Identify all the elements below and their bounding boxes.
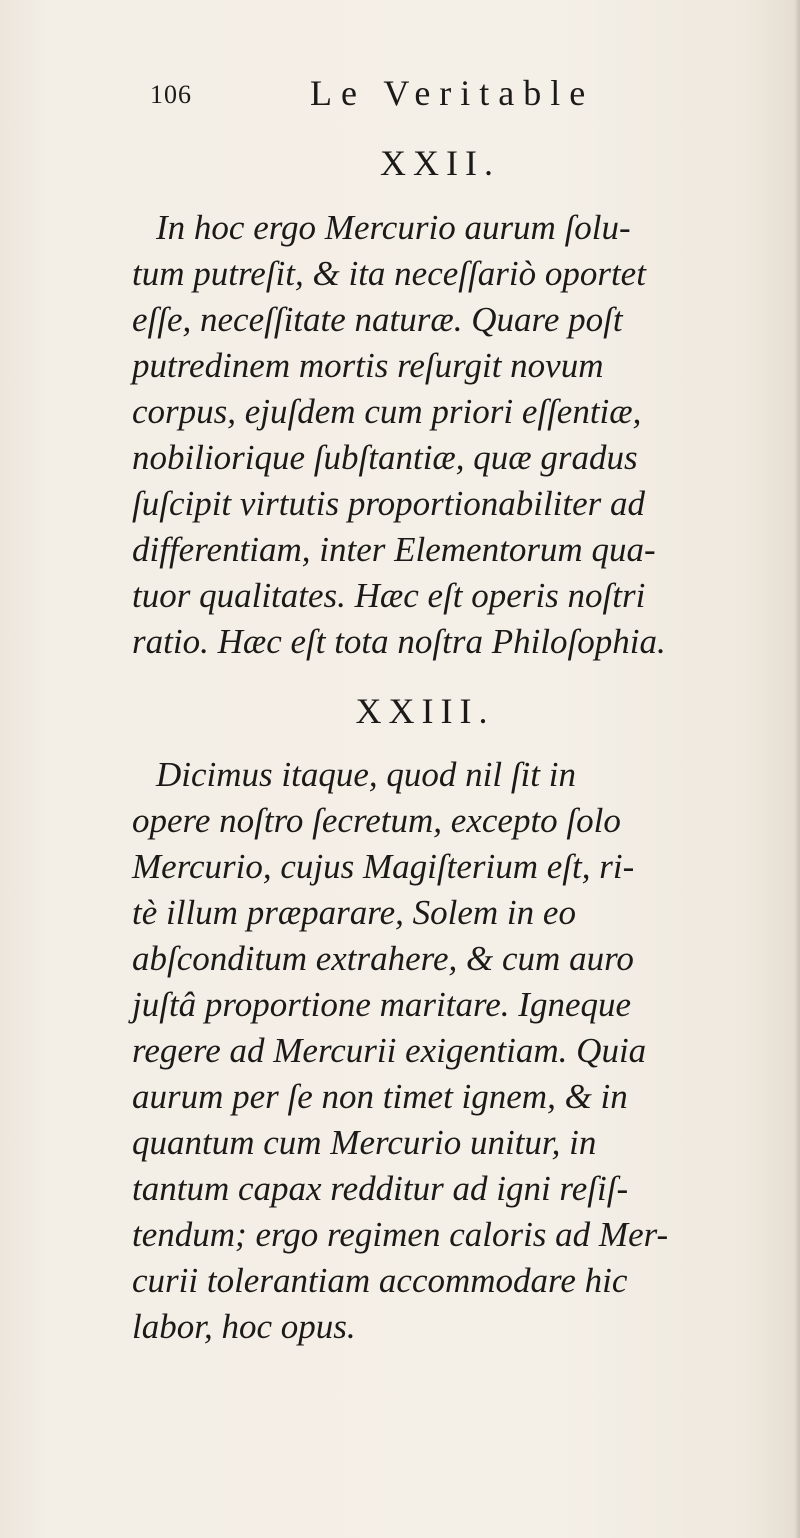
text-line: tum putreſit, & ita neceſſariò oportet <box>132 254 646 293</box>
text-line: In hoc ergo Mercurio aurum ſolu- <box>156 208 631 247</box>
text-line: quantum cum Mercurio unitur, in <box>132 1123 597 1162</box>
text-line: opere noſtro ſecretum, excepto ſolo <box>132 801 621 840</box>
text-line: abſconditum extrahere, & cum auro <box>132 939 634 978</box>
text-line: Dicimus itaque, quod nil ſit in <box>156 755 576 794</box>
text-line: regere ad Mercurii exigentiam. Quia <box>132 1031 647 1070</box>
section-number: XXIII. <box>355 691 495 731</box>
text-line: eſſe, neceſſitate naturæ. Quare poſt <box>132 300 623 339</box>
page-edge-shadow <box>794 0 800 1538</box>
text-line: Mercurio, cujus Magiſterium eſt, ri- <box>132 847 635 886</box>
text-line: aurum per ſe non timet ignem, & in <box>132 1077 628 1116</box>
text-line: corpus, ejuſdem cum priori eſſentiæ, <box>132 392 642 431</box>
text-line: tè illum præparare, Solem in eo <box>132 893 576 932</box>
text-line: putredinem mortis reſurgit novum <box>132 346 604 385</box>
running-title: Le Veritable <box>310 73 595 113</box>
text-line: curii tolerantiam accommodare hic <box>132 1261 628 1300</box>
text-line: ratio. Hæc eſt tota noſtra Philoſophia. <box>132 622 666 661</box>
text-line: tuor qualitates. Hæc eſt operis noſtri <box>132 576 646 615</box>
section-number: XXII. <box>380 143 500 183</box>
text-line: labor, hoc opus. <box>132 1307 356 1346</box>
text-line: juſtâ proportione maritare. Igneque <box>132 985 632 1024</box>
page-number: 106 <box>150 80 192 109</box>
text-line: differentiam, inter Elementorum qua- <box>132 530 656 569</box>
text-line: tendum; ergo regimen caloris ad Mer- <box>132 1215 669 1254</box>
page-header <box>150 70 710 120</box>
text-line: ſuſcipit virtutis proportionabiliter ad <box>132 484 646 523</box>
text-line: tantum capax redditur ad igni reſiſ- <box>132 1169 629 1208</box>
text-line: nobiliorique ſubſtantiæ, quæ gradus <box>132 438 638 477</box>
